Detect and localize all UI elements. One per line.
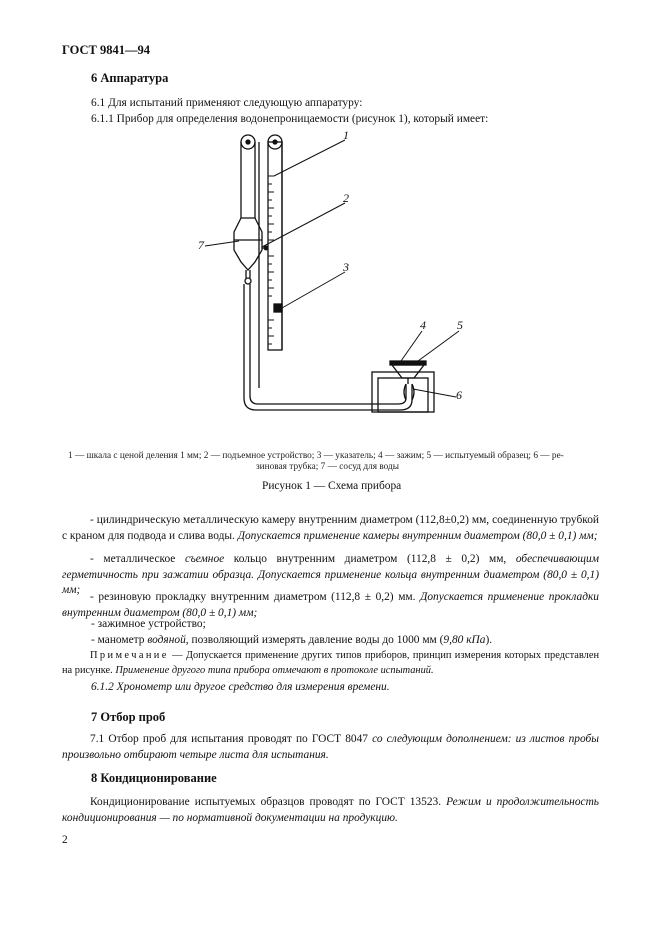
paragraph-6-1-1: 6.1.1 Прибор для определения водонепроницаемости (рисунок 1), который имеет: xyxy=(91,113,489,125)
paragraph-7-1: 7.1 Отбор проб для испытания проводят по ГОСТ 8047 со следующим дополнением: из листов пробы произвольно отбирают четыре листа для испытания. xyxy=(62,733,599,761)
page-number: 2 xyxy=(62,834,68,846)
figure-label-5: 5 xyxy=(457,318,463,332)
standard-header: ГОСТ 9841—94 xyxy=(62,43,151,57)
section-7-title: 7 Отбор проб xyxy=(91,710,166,724)
figure-legend-line-2: зиновая трубка; 7 — сосуд для воды xyxy=(256,462,400,472)
figure-label-2: 2 xyxy=(343,191,349,205)
pointer-block xyxy=(274,304,282,312)
paragraph-8: Кондиционирование испытуемых образцов проводят по ГОСТ 13523. Режим и продолжительность кондиционирования — по нормативной документации на продукцию. xyxy=(62,796,599,824)
figure-label-4: 4 xyxy=(420,318,426,332)
figure-label-3: 3 xyxy=(343,260,349,274)
figure-legend-line-1: 1 — шкала с ценой деления 1 мм; 2 — подъемное устройство; 3 — указатель; 4 — зажим; 5 — испытуемый образец; 6 — ре- xyxy=(68,451,564,461)
item-ring: - металлическое съемное кольцо внутренним диаметром (112,8 ± 0,2) мм, обеспечивающим герметичность при зажатии образца. Допускается применение кольца внутренним диаметром (80,0 ± 0,1) мм; xyxy=(62,553,599,596)
figure-label-6: 6 xyxy=(456,388,462,402)
paragraph-6-1-2: 6.1.2 Хронометр или другое средство для измерения времени. xyxy=(91,681,390,693)
item-camera: - цилиндрическую металлическую камеру внутренним диаметром (112,8±0,2) мм, соединенную трубкой с краном для подвода и слива воды. Допускается применение камеры внутренним диаметром (80,0 ± 0,1) мм; xyxy=(62,514,599,542)
note: Примечание — Допускается применение других типов приборов, принцип измерения которых представлен на рисунке. Применение другого типа прибора отмечают в протоколе испытаний. xyxy=(62,650,599,676)
paragraph-6-1: 6.1 Для испытаний применяют следующую аппаратуру: xyxy=(91,97,363,109)
figure-caption: Рисунок 1 — Схема прибора xyxy=(262,480,402,492)
item-manometer: - манометр водяной, позволяющий измерять давление воды до 1000 мм (9,80 кПа). xyxy=(91,634,493,646)
figure-label-1: 1 xyxy=(343,128,349,142)
section-8-title: 8 Кондиционирование xyxy=(91,771,217,785)
scale-ticks xyxy=(268,176,274,344)
water-vessel xyxy=(234,218,262,270)
item-clamp: - зажимное устройство; xyxy=(91,618,206,630)
figure-label-7: 7 xyxy=(198,238,204,252)
section-6-title: 6 Аппаратура xyxy=(91,71,169,85)
item-gasket: - резиновую прокладку внутренним диаметром (112,8 ± 0,2) мм. Допускается применение прокладки внутренним диаметром (80,0 ± 0,1) мм; xyxy=(62,591,599,619)
